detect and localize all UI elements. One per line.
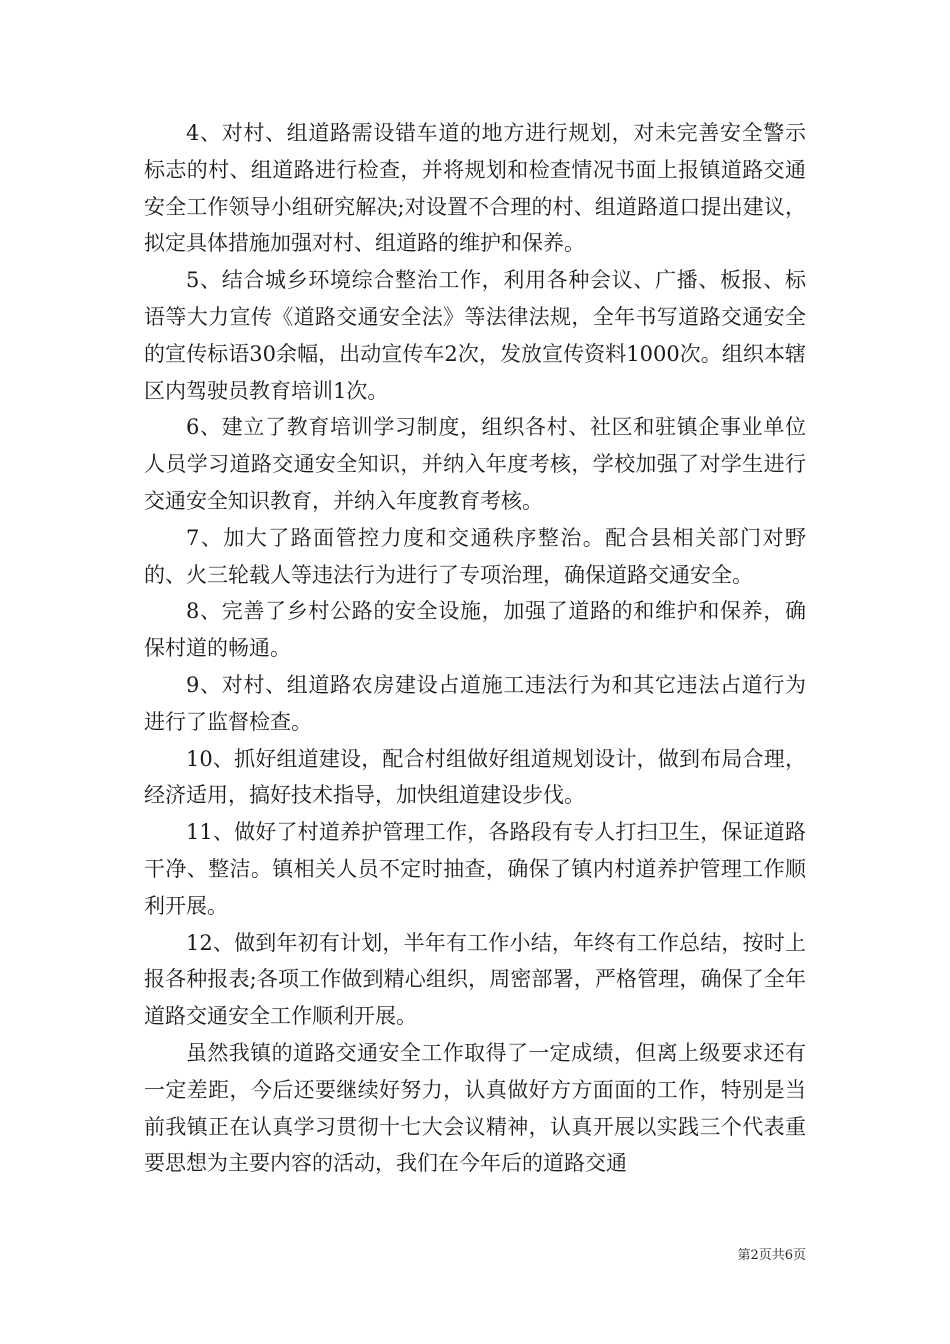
page-number-footer: 第2页共6页	[737, 1248, 806, 1263]
paragraph-item-10: 10、抓好组道建设，配合村组做好组道规划设计，做到布局合理，经济适用，搞好技术指导，加快组道建设步伐。	[144, 746, 806, 808]
paragraph-item-4: 4、对村、组道路需设错车道的地方进行规划，对未完善安全警示标志的村、组道路进行检查，并将规划和检查情况书面上报镇道路交通安全工作领导小组研究解决;对设置不合理的村、组道路道口提出建议，拟定具体措施加强对村、组道路的维护和保养。	[144, 121, 806, 256]
document-body	[144, 115, 806, 1182]
paragraph-item-12: 12、做到年初有计划，半年有工作小结，年终有工作总结，按时上报各种报表;各项工作做到精心组织，周密部署，严格管理，确保了全年道路交通安全工作顺利开展。	[144, 930, 806, 1029]
paragraph-item-9: 9、对村、组道路农房建设占道施工违法行为和其它违法占道行为进行了监督检查。	[144, 672, 806, 734]
paragraph-item-7: 7、加大了路面管控力度和交通秩序整治。配合县相关部门对野的、火三轮载人等违法行为进行了专项治理，确保道路交通安全。	[144, 525, 806, 587]
paragraph-item-8: 8、完善了乡村公路的安全设施，加强了道路的和维护和保养，确保村道的畅通。	[144, 599, 806, 661]
paragraph-item-5: 5、结合城乡环境综合整治工作，利用各种会议、广播、板报、标语等大力宣传《道路交通安全法》等法律法规，全年书写道路交通安全的宣传标语30余幅，出动宣传车2次，发放宣传资料1000次。组织本辖区内驾驶员教育培训1次。	[144, 268, 806, 403]
paragraph-item-6: 6、建立了教育培训学习制度，组织各村、社区和驻镇企事业单位人员学习道路交通安全知识，并纳入年度考核，学校加强了对学生进行交通安全知识教育，并纳入年度教育考核。	[144, 415, 806, 513]
paragraph-item-11: 11、做好了村道养护管理工作，各路段有专人打扫卫生，保证道路干净、整洁。镇相关人员不定时抽查，确保了镇内村道养护管理工作顺利开展。	[144, 820, 806, 918]
paragraph-conclusion: 虽然我镇的道路交通安全工作取得了一定成绩，但离上级要求还有一定差距，今后还要继续好努力，认真做好方方面面的工作，特别是当前我镇正在认真学习贯彻十七大会议精神，认真开展以实践三个代表重要思想为主要内容的活动，我们在今年后的道路交通	[144, 1040, 806, 1176]
